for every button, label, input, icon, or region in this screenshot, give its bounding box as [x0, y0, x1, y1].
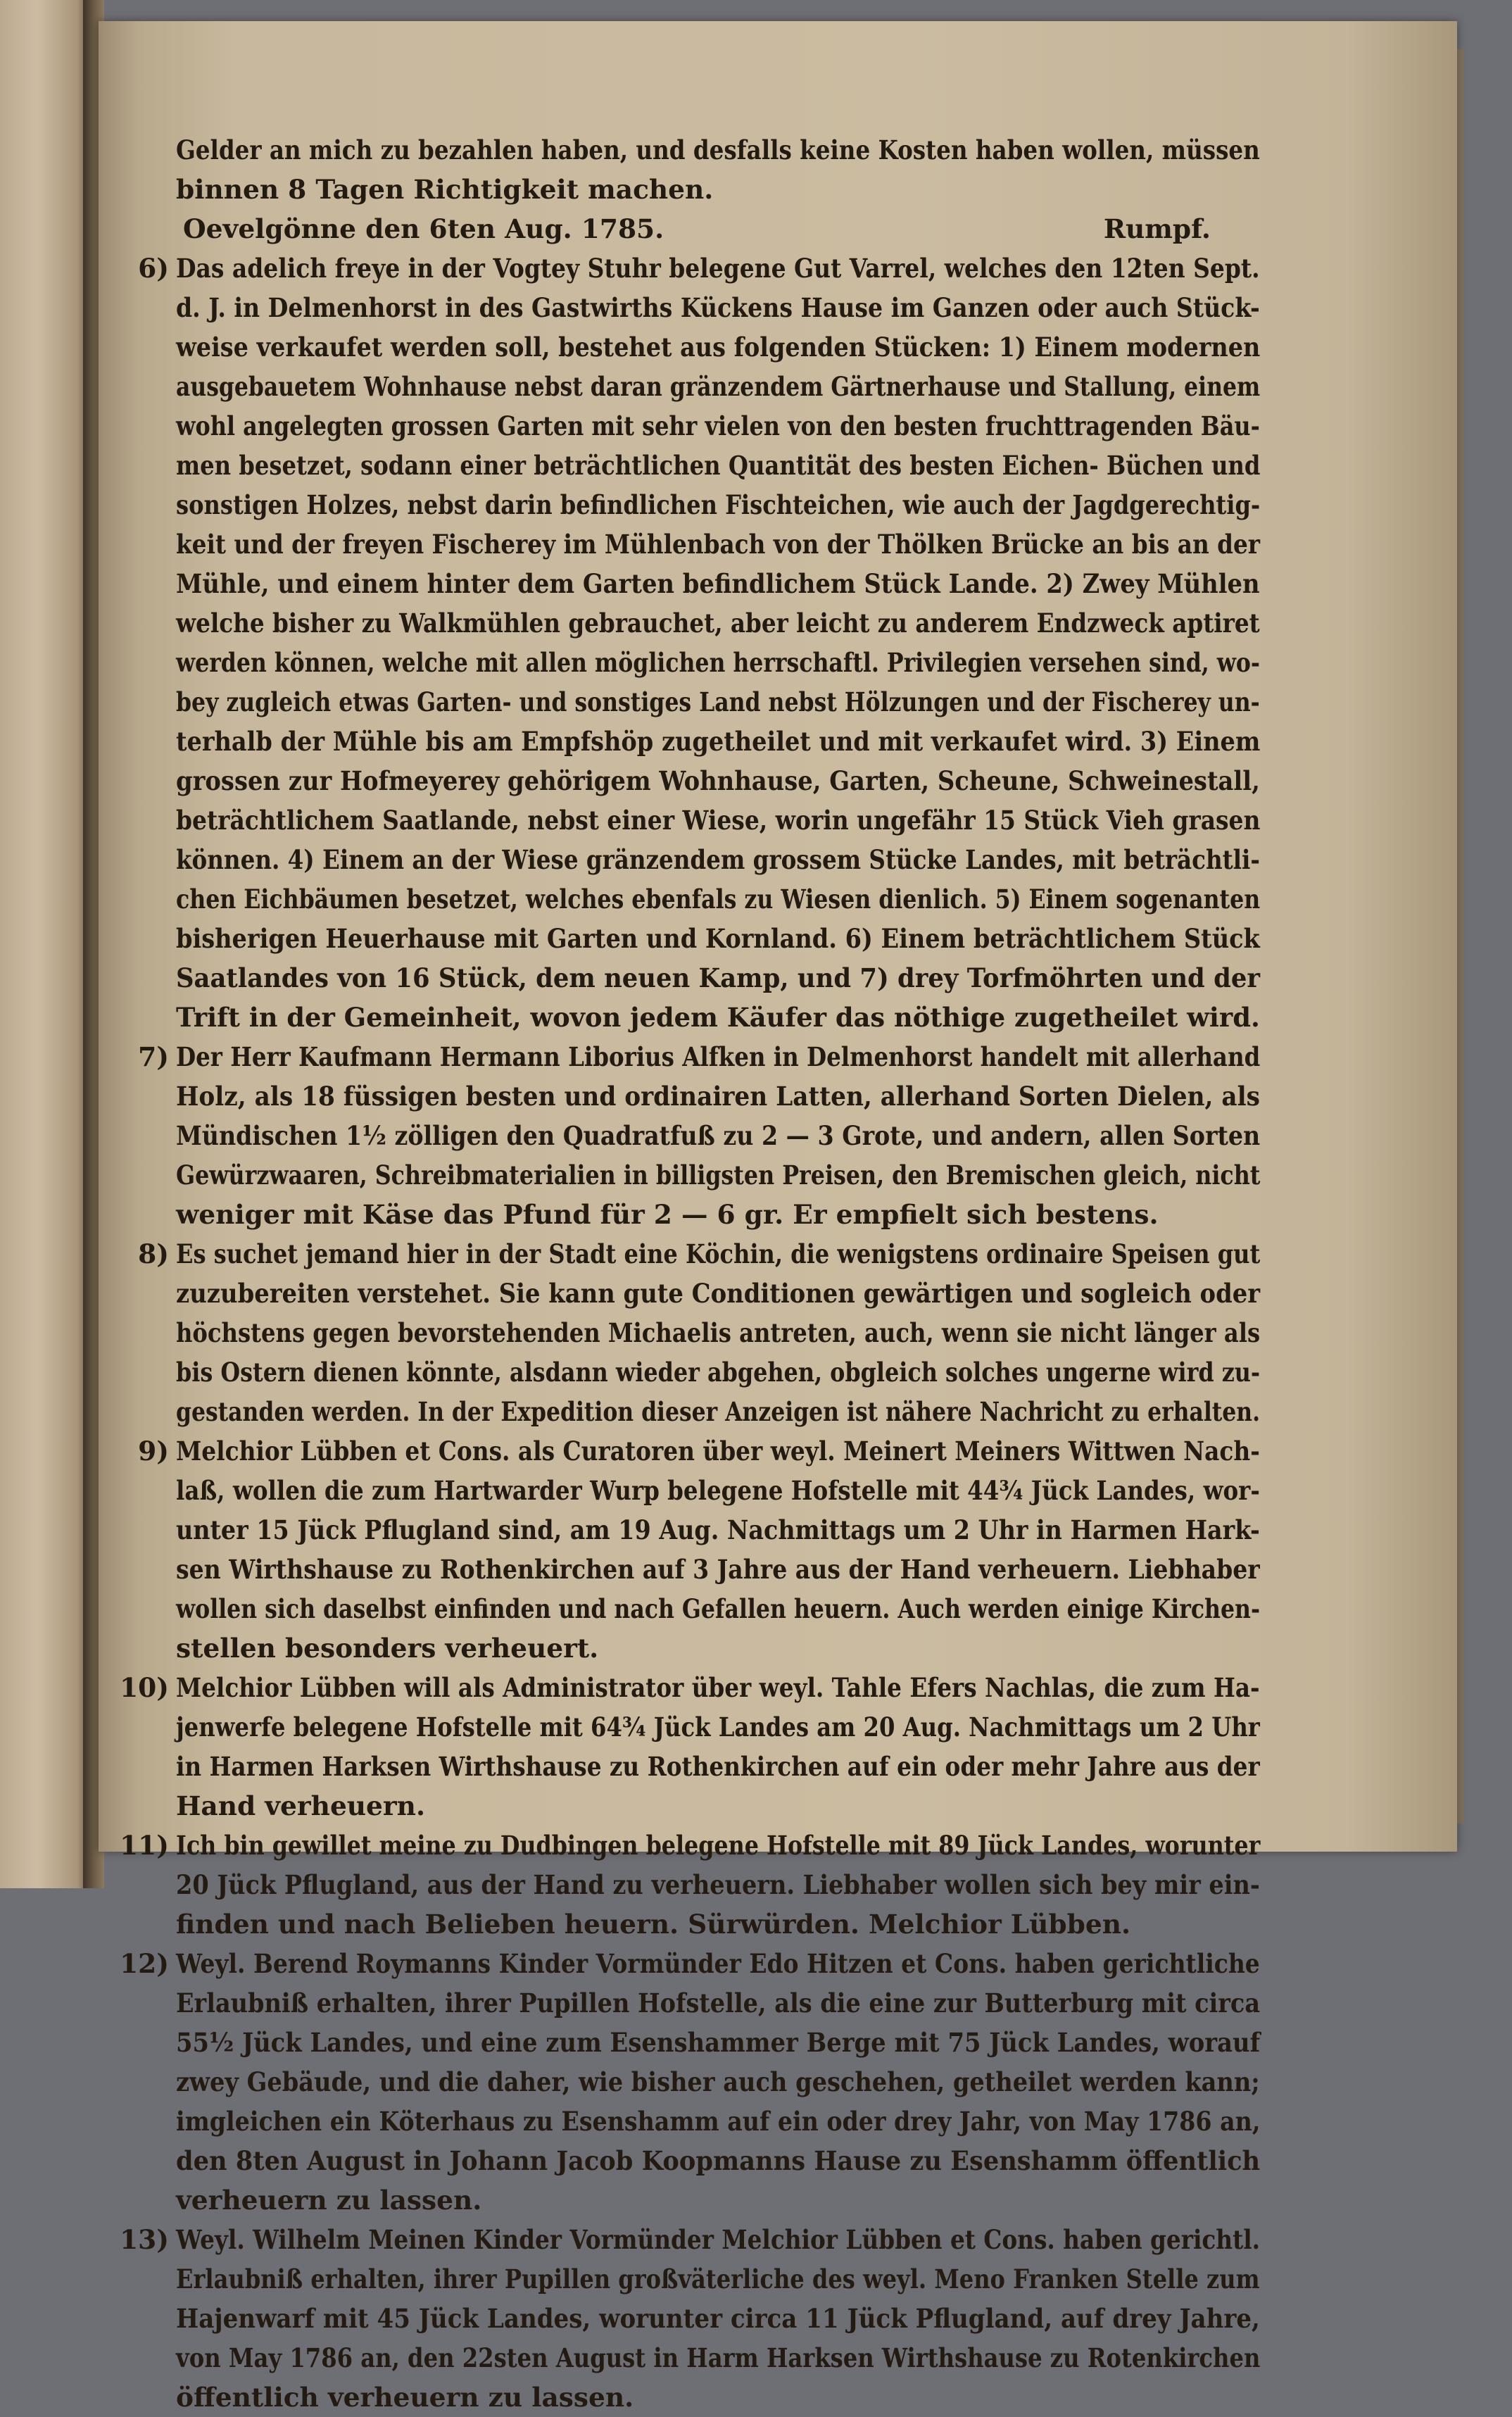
text-line: weniger mit Käse das Pfund für 2 — 6 gr. Er empfielt sich bestens. [176, 1199, 1159, 1230]
signature-name: Rumpf. [1103, 213, 1211, 244]
text-line: bisherigen Heuerhause mit Garten und Kornland. 6) Einem beträchtlichem Stück [176, 923, 1260, 954]
text-line: welche bisher zu Walkmühlen gebrauchet, aber leicht zu anderem Endzweck aptiret [176, 608, 1260, 639]
notice-entry [138, 1431, 1261, 1668]
text-line: von May 1786 an, den 22sten August in Harm Harksen Wirthshause zu Rotenkirchen [176, 2342, 1261, 2373]
text-line: Saatlandes von 16 Stück, dem neuen Kamp, und 7) drey Torfmöhrten und der [176, 962, 1260, 993]
notice-entry [138, 1037, 1261, 1234]
text-line: Trift in der Gemeinheit, wovon jedem Käufer das nöthige zugetheilet wird. [176, 1002, 1260, 1033]
notice-entry [120, 1944, 1261, 2220]
text-line: Hand verheuern. [176, 1790, 425, 1821]
text-line: Es suchet jemand hier in der Stadt eine Köchin, die wenigstens ordinaire Speisen gut [176, 1238, 1261, 1269]
facing-page-edge [0, 0, 92, 1888]
text-line: öffentlich verheuern zu lassen. [176, 2382, 634, 2413]
text-line: imgleichen ein Köterhaus zu Esenshamm auf ein oder drey Jahr, von May 1786 an, [176, 2106, 1261, 2137]
text-line: wollen sich daselbst einfinden und nach Gefallen heuern. Auch werden einige Kirchen- [176, 1593, 1261, 1624]
text-line: weise verkaufet werden soll, bestehet aus folgenden Stücken: 1) Einem modernen [176, 332, 1261, 363]
text-line: gestanden werden. In der Expedition dieser Anzeigen ist nähere Nachricht zu erhalten. [176, 1396, 1261, 1427]
text-line: men besetzet, sodann einer beträchtlichen Quantität des besten Eichen- Büchen und [176, 450, 1261, 481]
text-line: in Harmen Harksen Wirthshause zu Rothenkirchen auf ein oder mehr Jahre aus der [176, 1751, 1260, 1782]
text-line: sen Wirthshause zu Rothenkirchen auf 3 Jahre aus der Hand verheuern. Liebhaber [176, 1554, 1260, 1585]
text-line: Erlaubniß erhalten, ihrer Pupillen großväterliche des weyl. Meno Franken Stelle zum [176, 2264, 1260, 2294]
text-line: Gelder an mich zu bezahlen haben, und desfalls keine Kosten haben wollen, müssen [176, 134, 1260, 165]
text-line: 20 Jück Pflugland, aus der Hand zu verheuern. Liebhaber wollen sich bey mir ein- [176, 1869, 1260, 1900]
entry-number: 11) [120, 1830, 169, 1861]
entry-number: 8) [138, 1238, 169, 1269]
notice-entry [120, 2220, 1261, 2417]
document-text [120, 130, 1261, 2417]
text-line: d. J. in Delmenhorst in des Gastwirths Kückens Hause im Ganzen oder auch Stück- [176, 292, 1260, 323]
intro-signature [176, 209, 1260, 249]
text-line: laß, wollen die zum Hartwarder Wurp belegene Hofstelle mit 44¾ Jück Landes, wor- [176, 1475, 1260, 1506]
text-line: jenwerfe belegene Hofstelle mit 64¾ Jück Landes am 20 Aug. Nachmittags um 2 Uhr [176, 1712, 1260, 1743]
text-line: Ich bin gewillet meine zu Dudbingen belegene Hofstelle mit 89 Jück Landes, worunter [176, 1830, 1261, 1861]
text-line: Holz, als 18 füssigen besten und ordinairen Latten, allerhand Sorten Dielen, als [176, 1081, 1260, 1112]
text-line: werden können, welche mit allen möglichen herrschaftl. Privilegien versehen sind, wo- [176, 647, 1260, 678]
text-line: zwey Gebäude, und die daher, wie bisher auch geschehen, getheilet werden kann; [176, 2066, 1260, 2097]
entry-number: 7) [138, 1041, 169, 1072]
entry-number: 6) [138, 253, 169, 284]
entry-number: 10) [120, 1672, 169, 1703]
notice-entry [120, 1826, 1261, 1944]
text-line: Weyl. Wilhelm Meinen Kinder Vormünder Melchior Lübben et Cons. haben gerichtl. [176, 2224, 1261, 2255]
text-line: Melchior Lübben et Cons. als Curatoren über weyl. Meinert Meiners Wittwen Nach- [176, 1436, 1260, 1467]
text-line: Melchior Lübben will als Administrator über weyl. Tahle Efers Nachlas, die zum Ha- [176, 1672, 1260, 1703]
text-line: Hajenwarf mit 45 Jück Landes, worunter circa 11 Jück Pflugland, auf drey Jahre, [176, 2303, 1260, 2334]
text-line: keit und der freyen Fischerey im Mühlenbach von der Thölken Brücke an bis an der [176, 529, 1261, 560]
text-line: unter 15 Jück Pflugland sind, am 19 Aug. Nachmittags um 2 Uhr in Harmen Hark- [176, 1514, 1260, 1545]
text-line: stellen besonders verheuert. [176, 1633, 599, 1664]
text-line: Der Herr Kaufmann Hermann Liborius Alfken in Delmenhorst handelt mit allerhand [176, 1041, 1261, 1072]
text-line: bis Ostern dienen könnte, alsdann wieder abgehen, obgleich solches ungerne wird zu- [176, 1357, 1261, 1388]
text-line: grossen zur Hofmeyerey gehörigem Wohnhause, Garten, Scheune, Schweinestall, [176, 765, 1260, 796]
text-line: Gewürzwaaren, Schreibmaterialien in billigsten Preisen, den Bremischen gleich, nicht [176, 1160, 1261, 1191]
intro-paragraph [176, 130, 1260, 249]
text-line: terhalb der Mühle bis am Empfshöp zugetheilet und mit verkaufet wird. 3) Einem [176, 726, 1261, 757]
text-line: können. 4) Einem an der Wiese gränzendem grossem Stücke Landes, mit beträchtli- [176, 844, 1260, 875]
text-line: den 8ten August in Johann Jacob Koopmanns Hause zu Esenshamm öffentlich [176, 2145, 1261, 2176]
text-line: ausgebauetem Wohnhause nebst daran gränzendem Gärtnerhause und Stallung, einem [176, 371, 1261, 402]
text-line: bey zugleich etwas Garten- und sonstiges Land nebst Hölzungen und der Fischerey un- [176, 686, 1260, 717]
entry-number: 13) [120, 2224, 169, 2255]
text-line: Mündischen 1½ zölligen den Quadratfuß zu 2 — 3 Grote, und andern, allen Sorten [176, 1120, 1261, 1151]
text-line: chen Eichbäumen besetzet, welches ebenfals zu Wiesen dienlich. 5) Einem sogenanten [176, 884, 1261, 915]
notice-entry [138, 249, 1261, 1037]
text-line: 55½ Jück Landes, und eine zum Esenshammer Berge mit 75 Jück Landes, worauf [176, 2027, 1261, 2058]
text-line: Weyl. Berend Roymanns Kinder Vormünder Edo Hitzen et Cons. haben gerichtliche [176, 1948, 1260, 1979]
text-line: beträchtlichem Saatlande, nebst einer Wiese, worin ungefähr 15 Stück Vieh grasen [176, 805, 1261, 836]
text-line: verheuern zu lassen. [176, 2185, 482, 2216]
text-line: binnen 8 Tagen Richtigkeit machen. [176, 174, 714, 205]
text-line: wohl angelegten grossen Garten mit sehr vielen von den besten fruchttragenden Bäu- [176, 410, 1260, 441]
entry-number: 12) [120, 1948, 169, 1979]
text-line: Erlaubniß erhalten, ihrer Pupillen Hofstelle, als die eine zur Butterburg mit circa [176, 1988, 1261, 2019]
entry-number: 9) [138, 1436, 169, 1467]
text-line: finden und nach Belieben heuern. Sürwürden. Melchior Lübben. [176, 1909, 1131, 1940]
notice-entry [120, 1668, 1260, 1826]
text-line: sonstigen Holzes, nebst darin befindlichen Fischteichen, wie auch der Jagdgerechtig- [176, 489, 1261, 520]
place-date: Oevelgönne den 6ten Aug. 1785. [183, 213, 664, 244]
notice-entry [138, 1234, 1261, 1431]
text-line: Das adelich freye in der Vogtey Stuhr belegene Gut Varrel, welches den 12ten Sept. [176, 253, 1260, 284]
notice-entries [120, 249, 1261, 2417]
text-line: Mühle, und einem hinter dem Garten befindlichem Stück Lande. 2) Zwey Mühlen [176, 568, 1260, 599]
text-line: zuzubereiten verstehet. Sie kann gute Conditionen gewärtigen und sogleich oder [176, 1278, 1261, 1309]
text-line: höchstens gegen bevorstehenden Michaelis antreten, auch, wenn sie nicht länger als [176, 1317, 1261, 1348]
